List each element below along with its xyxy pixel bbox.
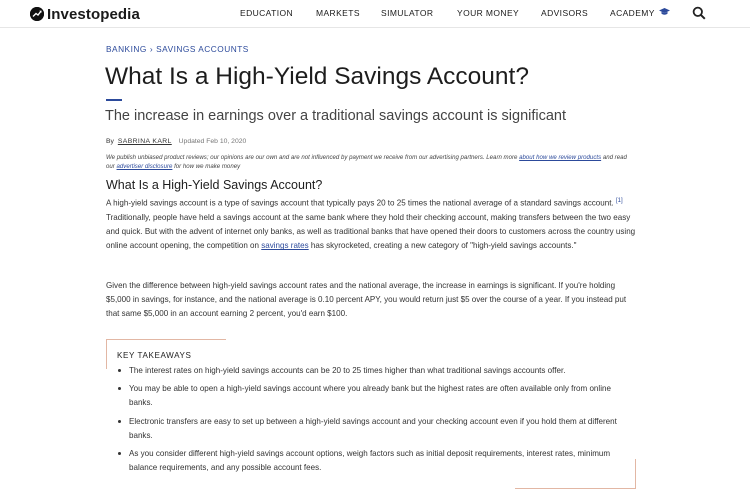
disclaimer-text: We publish unbiased product reviews; our opinions are our own and are not influenced by payment we receive from our advertising partners. Learn more [106, 154, 520, 161]
list-item [117, 382, 632, 410]
paragraph-2: Given the difference between high-yield savings account rates and the national average, the increase in earnings is significant. If you're holding $5,000 in savings, for instance, and the national average is 0.10 percent APY, you would return just $5 over the course of a year. If you instead put that same $5,000 in an account earning 2 percent, you'd earn $100. [106, 281, 627, 319]
site-header [0, 0, 750, 28]
page-title: What Is a High-Yield Savings Account? [105, 63, 529, 90]
savings-rates-link[interactable]: savings rates [261, 241, 309, 251]
list-item-text: Electronic transfers are easy to set up between a high-yield savings account and your checking account even if you hold them at different banks. [129, 416, 617, 440]
disclaimer-mid: and read our [106, 154, 627, 170]
review-products-link[interactable]: about how we review products [519, 154, 602, 161]
breadcrumb-banking[interactable]: BANKING [106, 44, 147, 54]
brand-name: Investopedia [47, 5, 140, 23]
section-heading: What Is a High-Yield Savings Account? [106, 178, 323, 192]
bullet-icon [118, 420, 121, 423]
byline-prefix: By [106, 138, 114, 145]
takeaways-border-top [106, 339, 226, 340]
key-takeaways-title: KEY TAKEAWAYS [117, 351, 192, 360]
page-subtitle: The increase in earnings over a traditional savings account is significant [105, 108, 567, 124]
nav-item-advisors[interactable]: ADVISORS [541, 8, 589, 18]
chevron-right-icon: › [149, 44, 154, 54]
takeaways-border-left [106, 339, 107, 369]
list-item [117, 415, 632, 443]
breadcrumb-savings-accounts[interactable]: SAVINGS ACCOUNTS [156, 44, 249, 54]
nav-item-simulator[interactable]: SIMULATOR [381, 8, 434, 18]
disclaimer-end: for how we make money [172, 162, 241, 170]
search-icon[interactable] [692, 6, 706, 20]
nav-item-academy-label: ACADEMY [610, 8, 655, 18]
list-item-text: You may be able to open a high-yield savings account where you already bank but the highest rates are often available only from online banks. [129, 384, 611, 408]
nav-item-your-money[interactable]: YOUR MONEY [457, 8, 520, 18]
bullet-icon [118, 452, 121, 455]
breadcrumb [106, 44, 249, 54]
bullet-icon [118, 369, 121, 372]
byline [106, 138, 246, 145]
takeaways-border-right [635, 459, 636, 489]
graduation-cap-icon [659, 8, 670, 16]
nav-item-academy[interactable] [610, 8, 670, 18]
bullet-icon [118, 387, 121, 390]
citation-link[interactable]: [1] [615, 198, 623, 204]
updated-date: Updated Feb 10, 2020 [178, 138, 247, 145]
takeaways-border-bottom [515, 488, 636, 489]
paragraph-1-text-a: A high-yield savings account is a type of savings account that typically pays 20 to 25 times the national average of a standard savings account. [106, 198, 614, 208]
advertiser-disclaimer [106, 154, 636, 171]
author-link[interactable]: SABRINA KARL [117, 138, 172, 145]
list-item [117, 364, 632, 378]
list-item-text: As you consider different high-yield savings account options, weigh factors such as initial deposit requirements, interest rates, minimum balance requirements, and any possible account fees. [129, 449, 611, 473]
paragraph-1 [106, 194, 636, 253]
key-takeaways-list [117, 364, 632, 479]
nav-item-markets[interactable]: MARKETS [316, 8, 360, 18]
title-accent-rule [106, 99, 122, 101]
list-item-text: The interest rates on high-yield savings accounts can be 20 to 25 times higher than what traditional savings accounts offer. [129, 366, 566, 375]
nav-item-education[interactable]: EDUCATION [240, 8, 294, 18]
paragraph-1-text-b: Traditionally, people have held a savings account at the same bank where they hold their checking account, making transfers between the two easy and quick. But with the advent of internet only banks, as well as traditional banks that have opened their doors to customers across the country using online account opening, the competition on [106, 212, 636, 251]
list-item [117, 447, 632, 475]
main-nav [0, 8, 750, 20]
paragraph-1-text-c: has skyrocketed, creating a new category of "high-yield savings accounts." [308, 241, 577, 251]
advertiser-disclosure-link[interactable]: advertiser disclosure [116, 162, 173, 170]
